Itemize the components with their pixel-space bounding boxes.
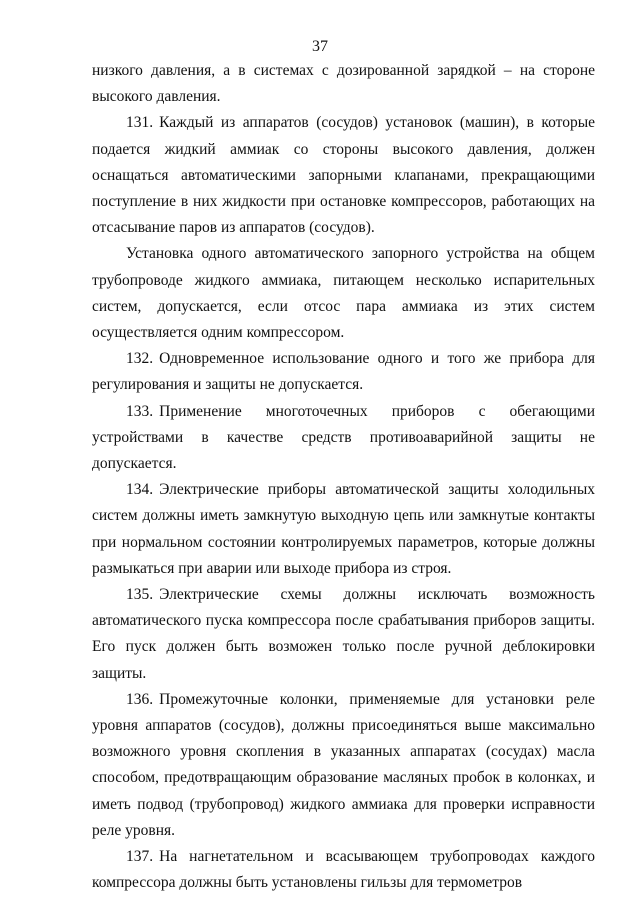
paragraph-number: 134.: [126, 481, 154, 499]
paragraph-text: На нагнетательном и всасывающем трубопроводах каждого компрессора должны быть установлены гильзы для термометров: [92, 848, 595, 892]
paragraph-text: Электрические схемы должны исключать возможность автоматического пуска компрессора после срабатывания приборов защиты. Его пуск должен быть возможен только после ручной деблокировки защиты.: [92, 586, 595, 682]
paragraph-text: Каждый из аппаратов (сосудов) установок (машин), в которые подается жидкий аммиак со стороны высокого давления, должен оснащаться автоматическими запорными клапанами, прекращающими поступление в них жидкости при остановке компрессоров, работающих на отсасывание паров из аппаратов (сосудов).: [92, 114, 595, 237]
paragraph-131-continued: [92, 241, 595, 346]
paragraph-number: 131.: [126, 114, 154, 132]
paragraph-text: низкого давления, а в системах с дозированной зарядкой – на стороне высокого давления.: [92, 62, 595, 106]
paragraph-number: 137.: [126, 848, 154, 866]
paragraph-135: [92, 582, 595, 687]
paragraph-132: [92, 346, 595, 398]
paragraph-text: Установка одного автоматического запорного устройства на общем трубопроводе жидкого аммиака, питающем несколько испарительных систем, допускается, если отсос пара аммиака из этих систем осуществляется одним компрессором.: [92, 245, 595, 342]
paragraph-number: 135.: [126, 586, 154, 604]
paragraph-136: [92, 687, 595, 844]
paragraph-text: Промежуточные колонки, применяемые для установки реле уровня аппаратов (сосудов), должны присоединяться выше максимально возможного уровня скопления в указанных аппаратах (сосудах) масла способом, предотвращающим образование масляных пробок в колонках, и иметь подвод (трубопровод) жидкого аммиака для проверки исправности реле уровня.: [92, 690, 595, 839]
page-number: 37: [312, 38, 328, 55]
paragraph-137: [92, 844, 595, 896]
paragraph-number: 136.: [126, 690, 154, 708]
paragraph-text: Применение многоточечных приборов с обегающими устройствами в качестве средств противоаварийной защиты не допускается.: [92, 402, 595, 473]
paragraph-134: [92, 477, 595, 582]
paragraph-133: [92, 399, 595, 478]
paragraph-number: 133.: [126, 402, 154, 420]
paragraph-text: Одновременное использование одного и того же прибора для регулирования и защиты не допускается.: [92, 350, 595, 394]
paragraph-number: 132.: [126, 350, 154, 368]
paragraph-131: [92, 110, 595, 241]
paragraph-continuation: [92, 58, 595, 110]
paragraph-text: Электрические приборы автоматической защиты холодильных систем должны иметь замкнутую выходную цепь или замкнутые контакты при нормальном состоянии контролируемых параметров, которые должны размыкаться при аварии или выходе прибора из строя.: [92, 481, 595, 577]
document-body: [92, 58, 595, 897]
